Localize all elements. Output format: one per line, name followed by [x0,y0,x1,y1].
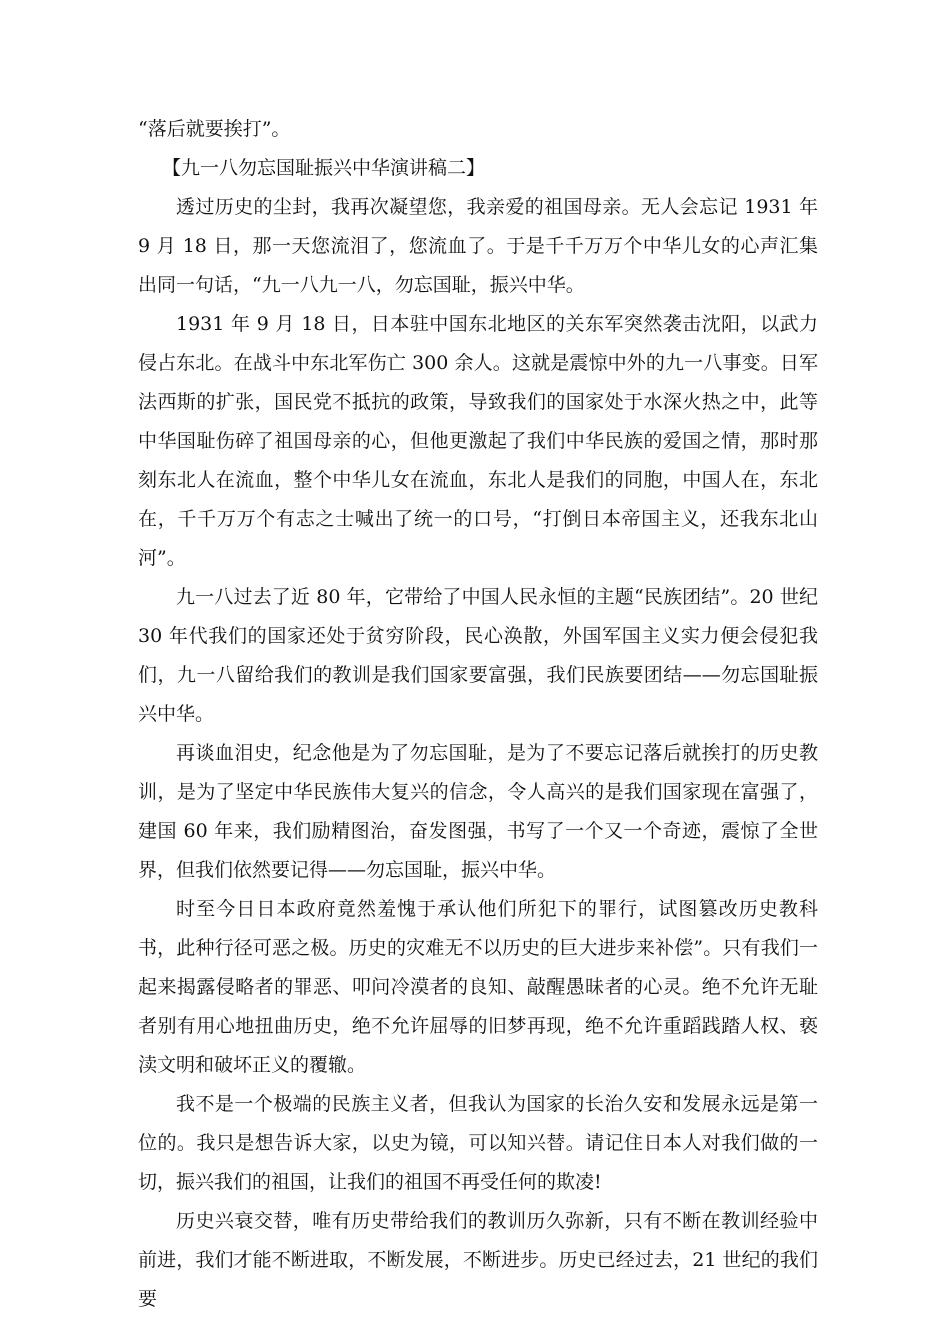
body-paragraph: 时至今日日本政府竟然羞愧于承认他们所犯下的罪行，试图篡改历史教科书，此种行径可恶之极。历史的灾难无不以历史的巨大进步来补偿”。只有我们一起来揭露侵略者的罪恶、叩问冷漠者的良知、敲醒愚昧者的心灵。绝不允许无耻者别有用心地扭曲历史，绝不允许屈辱的旧梦再现，绝不允许重蹈践踏人权、亵渎文明和破坏正义的覆辙。 [138,898,818,1076]
document-body [138,110,818,1319]
body-paragraph: 再谈血泪史，纪念他是为了勿忘国耻，是为了不要忘记落后就挨打的历史教训，是为了坚定中华民族伟大复兴的信念，令人高兴的是我们国家现在富强了，建国 60 年来，我们励精图治，奋发图强，书写了一个又一个奇迹，震惊了全世界，但我们依然要记得——勿忘国耻，振兴中华。 [138,742,818,881]
continuation-line: “落后就要挨打”。 [138,118,291,140]
body-paragraph: 九一八过去了近 80 年，它带给了中国人民永恒的主题“民族团结”。20 世纪 30 年代我们的国家还处于贫穷阶段，民心涣散，外国军国主义实力便会侵犯我们，九一八留给我们的教训是我们国家要富强，我们民族要团结——勿忘国耻振兴中华。 [138,586,818,725]
body-paragraph: 透过历史的尘封，我再次凝望您，我亲爱的祖国母亲。无人会忘记 1931 年 9 月 18 日，那一天您流泪了，您流血了。于是千千万万个中华儿女的心声汇集出同一句话，“九一八九一八，勿忘国耻，振兴中华。 [138,196,818,296]
body-paragraph: 1931 年 9 月 18 日，日本驻中国东北地区的关东军突然袭击沈阳，以武力侵占东北。在战斗中东北军伤亡 300 余人。这就是震惊中外的九一八事变。日军法西斯的扩张，国民党不抵抗的政策，导致我们的国家处于水深火热之中，此等中华国耻伤碎了祖国母亲的心，但他更激起了我们中华民族的爱国之情，那时那刻东北人在流血，整个中华儿女在流血，东北人是我们的同胞，中国人在，东北在，千千万万个有志之士喊出了统一的口号，“打倒日本帝国主义，还我东北山河”。 [138,313,818,569]
section-heading: 【九一八勿忘国耻振兴中华演讲稿二】 [162,157,486,179]
body-paragraph: 历史兴衰交替，唯有历史带给我们的教训历久弥新，只有不断在教训经验中前进，我们才能不断进取，不断发展，不断进步。历史已经过去，21 世纪的我们要 [138,1210,818,1310]
body-paragraph: 我不是一个极端的民族主义者，但我认为国家的长治久安和发展永远是第一位的。我只是想告诉大家，以史为镜，可以知兴替。请记住日本人对我们做的一切，振兴我们的祖国，让我们的祖国不再受任何的欺凌! [138,1093,818,1193]
